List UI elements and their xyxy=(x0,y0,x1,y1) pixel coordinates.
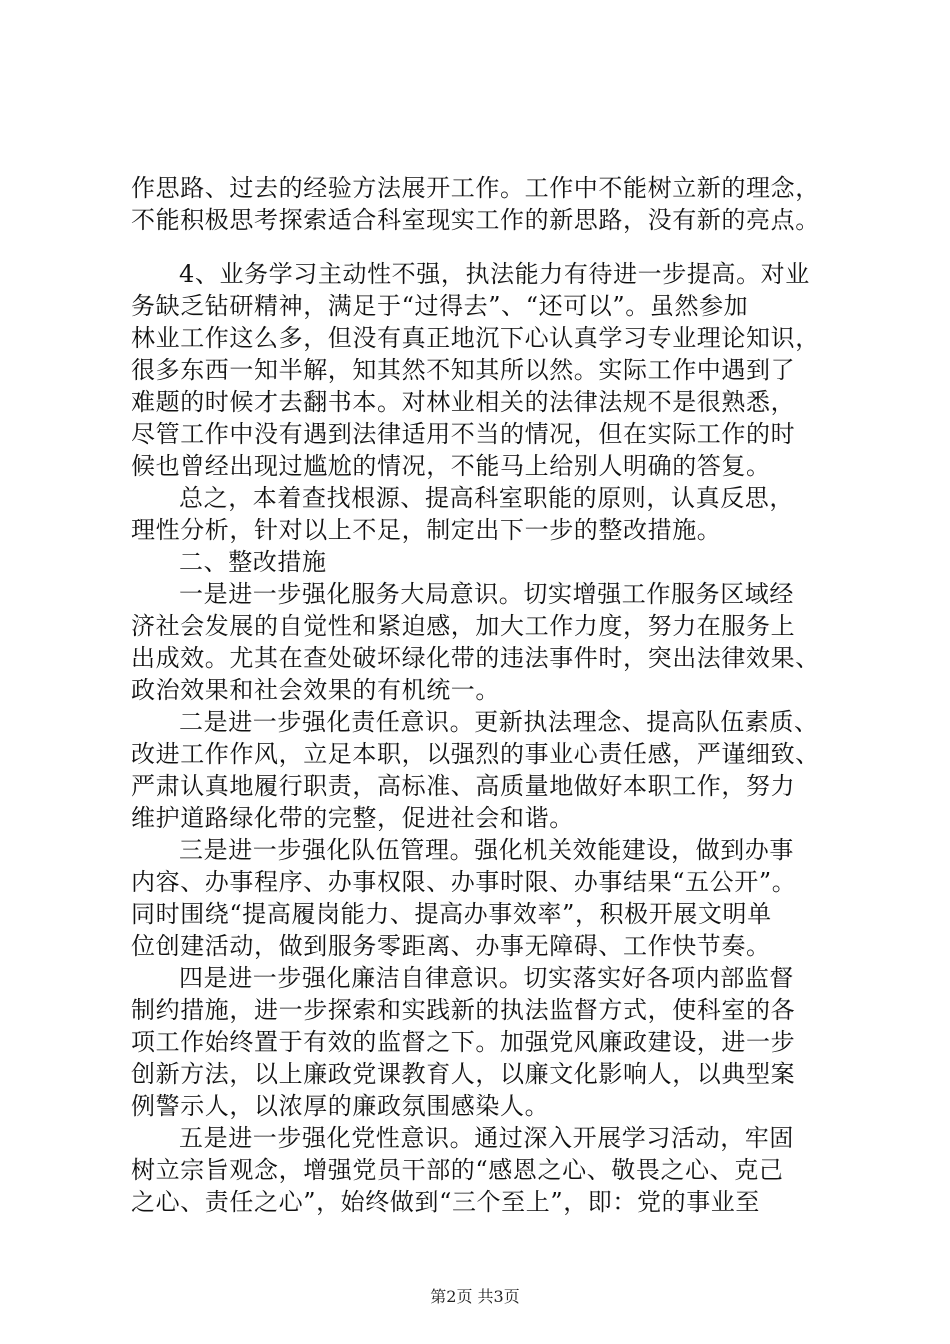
text-line: 内容、办事程序、办事权限、办事时限、办事结果“五公开”。 xyxy=(131,868,797,896)
section-heading: 二、整改措施 xyxy=(179,548,327,576)
text-line: 出成效。尤其在查处破坏绿化带的违法事件时，突出法律效果、 xyxy=(131,644,820,672)
text-line: 务缺乏钻研精神，满足于“过得去”、“还可以”。虽然参加 xyxy=(131,292,749,320)
text-line: 之心、责任之心”，始终做到“三个至上”，即：党的事业至 xyxy=(131,1188,761,1216)
text-line: 很多东西一知半解，知其然不知其所以然。实际工作中遇到了 xyxy=(131,356,796,384)
text-line: 二是进一步强化责任意识。更新执法理念、提高队伍素质、 xyxy=(179,708,819,736)
text-line: 制约措施，进一步探索和实践新的执法监督方式，使科室的各 xyxy=(131,996,796,1024)
text-line: 4、业务学习主动性不强，执法能力有待进一步提高。对业 xyxy=(179,260,810,288)
text-line: 三是进一步强化队伍管理。强化机关效能建设，做到办事 xyxy=(179,836,794,864)
text-line: 尽管工作中没有遇到法律适用不当的情况，但在实际工作的时 xyxy=(131,420,796,448)
document-body xyxy=(131,172,831,1218)
text-line: 一是进一步强化服务大局意识。切实增强工作服务区域经 xyxy=(179,580,794,608)
text-line: 维护道路绿化带的完整，促进社会和谐。 xyxy=(131,804,574,832)
text-line: 项工作始终置于有效的监督之下。加强党风廉政建设，进一步 xyxy=(131,1028,796,1056)
text-line: 难题的时候才去翻书本。对林业相关的法律法规不是很熟悉， xyxy=(131,388,796,416)
text-line: 政治效果和社会效果的有机统一。 xyxy=(131,676,500,704)
text-line: 林业工作这么多，但没有真正地沉下心认真学习专业理论知识， xyxy=(131,324,820,352)
text-line: 四是进一步强化廉洁自律意识。切实落实好各项内部监督 xyxy=(179,964,794,992)
text-line: 五是进一步强化党性意识。通过深入开展学习活动，牢固 xyxy=(179,1124,794,1152)
text-line: 总之，本着查找根源、提高科室职能的原则，认真反思， xyxy=(179,484,794,512)
text-line: 改进工作作风，立足本职，以强烈的事业心责任感，严谨细致、 xyxy=(131,740,820,768)
text-line: 同时围绕“提高履岗能力、提高办事效率”，积极开展文明单 xyxy=(131,900,772,928)
page-footer: 第2页 共3页 xyxy=(430,1287,520,1306)
text-line: 位创建活动，做到服务零距离、办事无障碍、工作快节奏。 xyxy=(131,932,771,960)
text-line: 树立宗旨观念，增强党员干部的“感恩之心、敬畏之心、克己 xyxy=(131,1156,784,1184)
text-line: 理性分析，针对以上不足，制定出下一步的整改措施。 xyxy=(131,516,722,544)
text-line: 严肃认真地履行职责，高标准、高质量地做好本职工作，努力 xyxy=(131,772,796,800)
text-line: 不能积极思考探索适合科室现实工作的新思路，没有新的亮点。 xyxy=(131,206,820,234)
paragraph-gap xyxy=(131,236,831,258)
text-line: 候也曾经出现过尴尬的情况，不能马上给别人明确的答复。 xyxy=(131,452,771,480)
text-line: 例警示人，以浓厚的廉政氛围感染人。 xyxy=(131,1092,550,1120)
text-line: 济社会发展的自觉性和紧迫感，加大工作力度，努力在服务上 xyxy=(131,612,796,640)
text-line: 创新方法，以上廉政党课教育人，以廉文化影响人，以典型案 xyxy=(131,1060,796,1088)
text-line: 作思路、过去的经验方法展开工作。工作中不能树立新的理念， xyxy=(131,174,820,202)
